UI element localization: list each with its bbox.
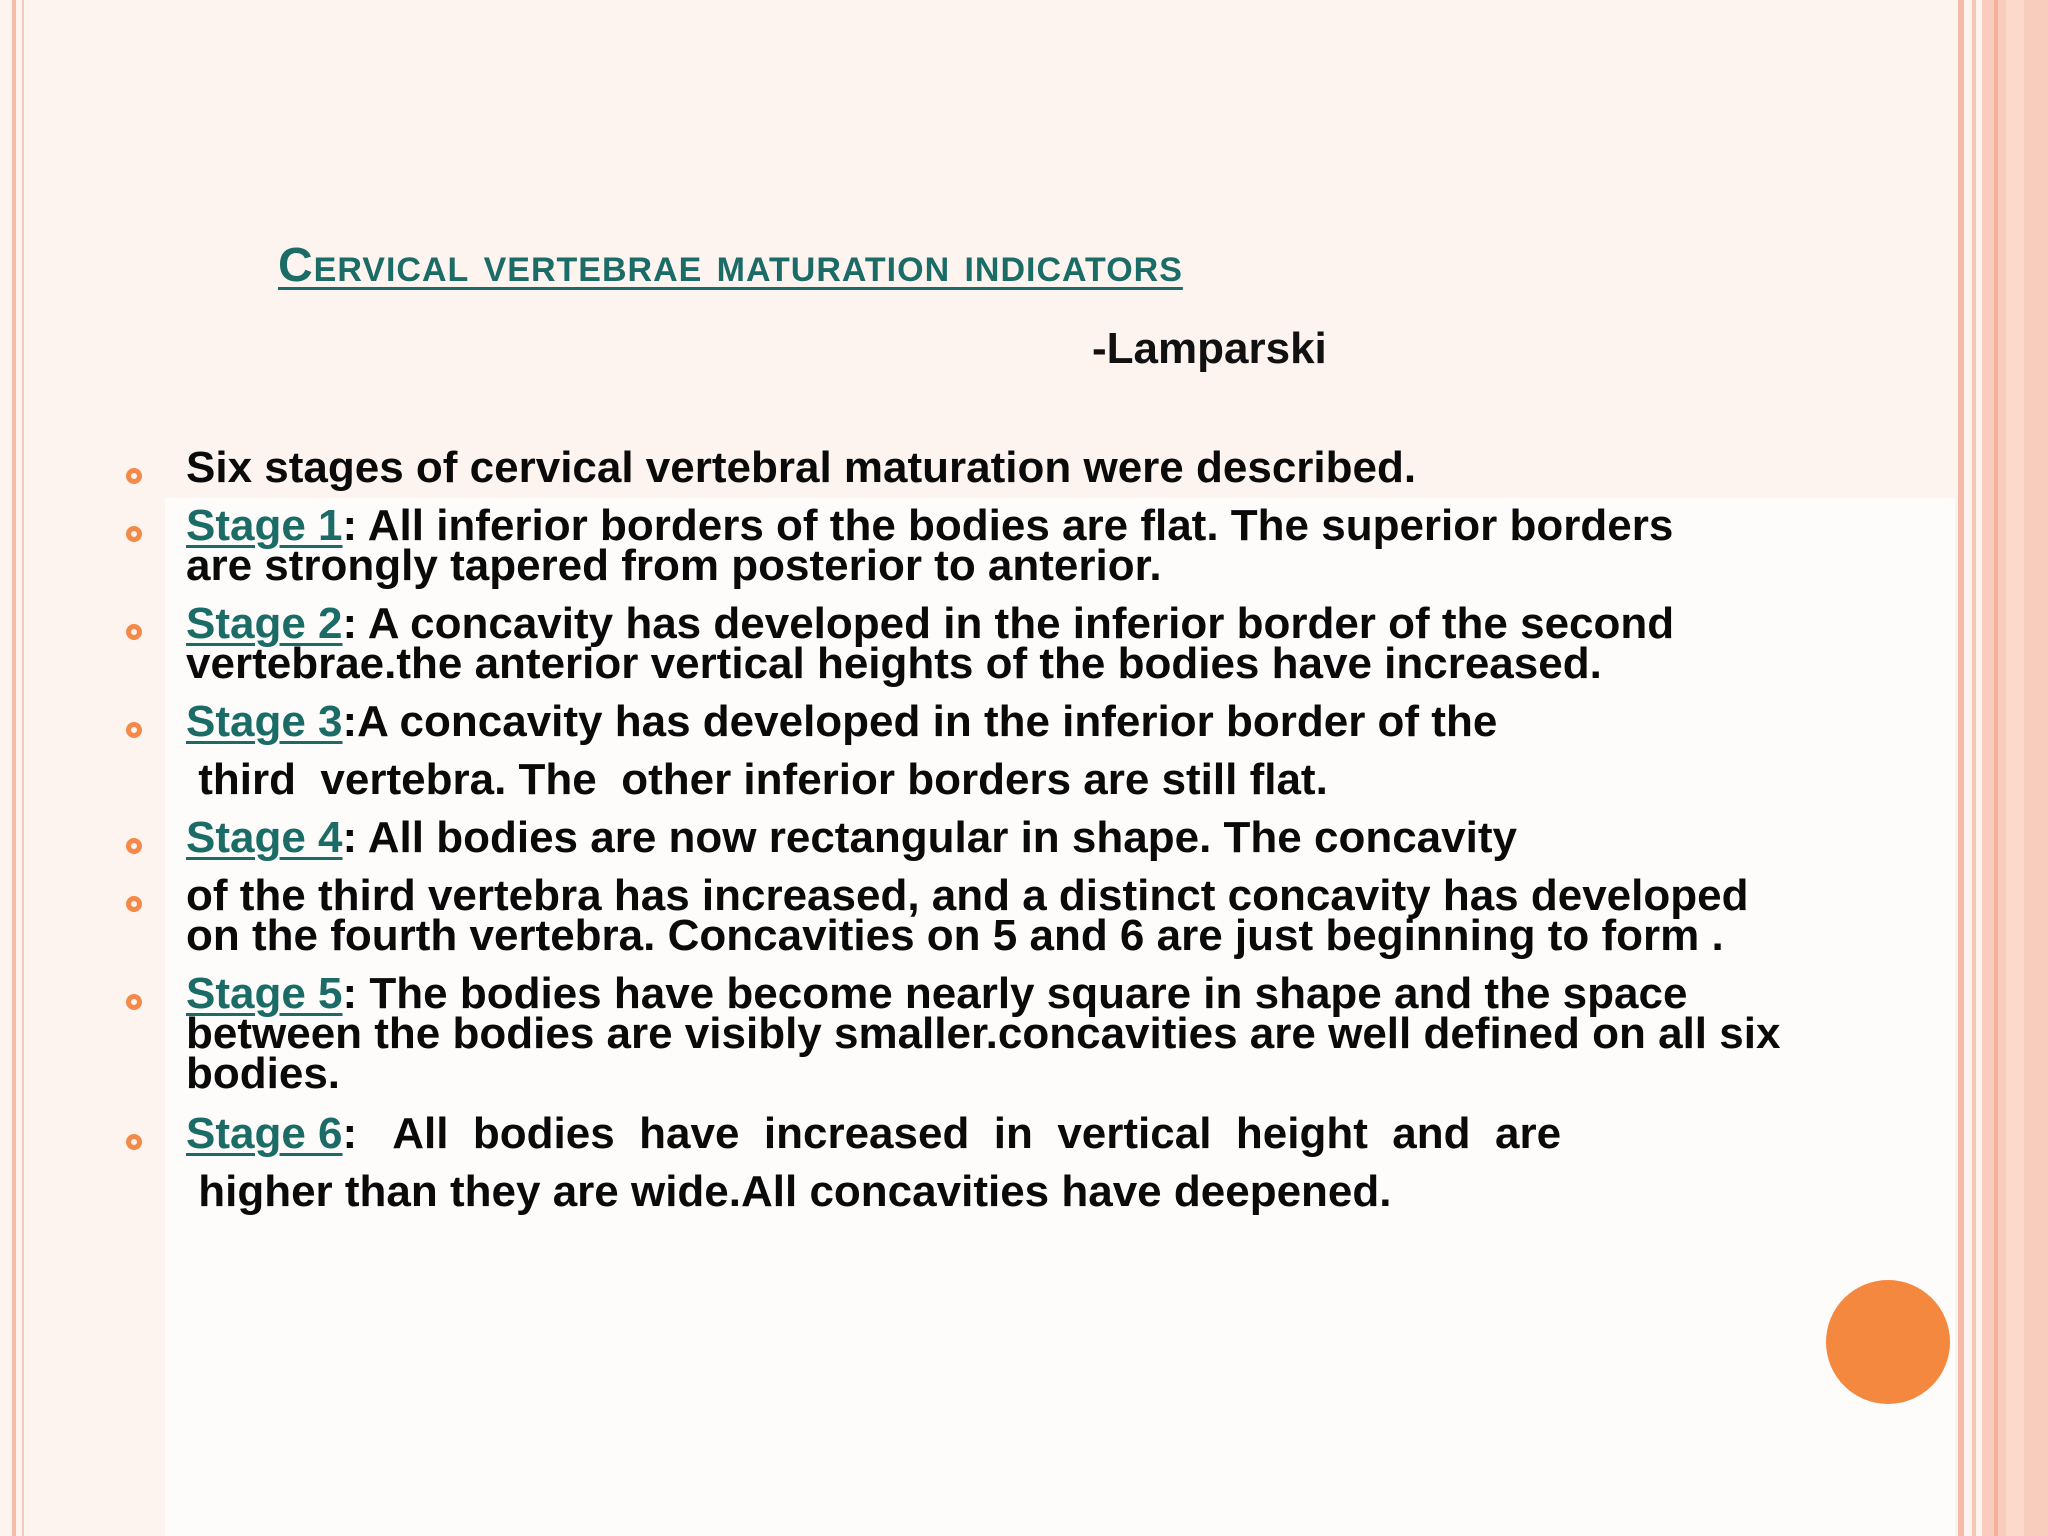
bullet-circle-icon: [126, 1134, 142, 1150]
bullet-line: bodies.: [186, 1049, 341, 1098]
bullet-circle-icon: [126, 896, 142, 912]
frame-line-left: [12, 0, 16, 1536]
decorative-orange-circle: [1826, 1280, 1950, 1404]
stage-2-link[interactable]: Stage 2: [186, 599, 343, 648]
frame-line-left-inner: [22, 0, 24, 1536]
bullet-line: on the fourth vertebra. Concavities on 5 and 6 are just beginning to form .: [186, 911, 1724, 960]
bullet-circle-icon: [126, 722, 142, 738]
bullet-line: : All bodies are now rectangular in shape. The concavity: [342, 813, 1517, 862]
bullet-line: :A concavity has developed in the inferior border of the: [342, 697, 1498, 746]
bullet-circle-icon: [126, 526, 142, 542]
bullet-line: : A concavity has developed in the inferior border of the second: [342, 599, 1675, 648]
bullet-text: [186, 813, 1517, 862]
bullet-line: : All bodies have increased in vertical height and are: [342, 1109, 1562, 1158]
bullet-text: [186, 1105, 1561, 1221]
bullet-text: [186, 969, 1781, 1098]
bullet-circle-icon: [126, 994, 142, 1010]
bullet-line: of the third vertebra has increased, and a distinct concavity has developed: [186, 871, 1749, 920]
frame-line-right-2: [1972, 0, 1976, 1536]
bullet-line: higher than they are wide.All concavities have deepened.: [186, 1167, 1392, 1216]
stage-5-link[interactable]: Stage 5: [186, 969, 343, 1018]
bullet-circle-icon: [126, 468, 142, 484]
bullet-line: Six stages of cervical vertebral maturation were described.: [186, 443, 1417, 492]
stage-4-link[interactable]: Stage 4: [186, 813, 343, 862]
bullet-circle-icon: [126, 624, 142, 640]
stage-3-link[interactable]: Stage 3: [186, 697, 343, 746]
bullet-text: [186, 599, 1675, 688]
bullet-line: third vertebra. The other inferior borders are still flat.: [186, 755, 1328, 804]
frame-line-right-1: [1958, 0, 1964, 1536]
bullet-line: : All inferior borders of the bodies are flat. The superior borders: [342, 501, 1674, 550]
bullet-text: [186, 693, 1497, 809]
slide-author: -Lamparski: [1092, 324, 1327, 373]
bullet-line: between the bodies are visibly smaller.concavities are well defined on all six: [186, 1009, 1781, 1058]
stage-6-link[interactable]: Stage 6: [186, 1109, 343, 1158]
bullet-line: vertebrae.the anterior vertical heights of the bodies have increased.: [186, 639, 1602, 688]
bullet-circle-icon: [126, 838, 142, 854]
frame-line-right-4: [2006, 0, 2024, 1536]
stage-1-link[interactable]: Stage 1: [186, 501, 343, 550]
bullet-text: [186, 871, 1749, 960]
bullet-line: are strongly tapered from posterior to anterior.: [186, 541, 1162, 590]
bullet-text: [186, 501, 1674, 590]
bullet-line: : The bodies have become nearly square in shape and the space: [342, 969, 1688, 1018]
bullet-text: [186, 443, 1417, 492]
frame-line-right-3: [1994, 0, 1998, 1536]
slide-title: Cervical vertebrae maturation indicators: [278, 239, 1183, 292]
